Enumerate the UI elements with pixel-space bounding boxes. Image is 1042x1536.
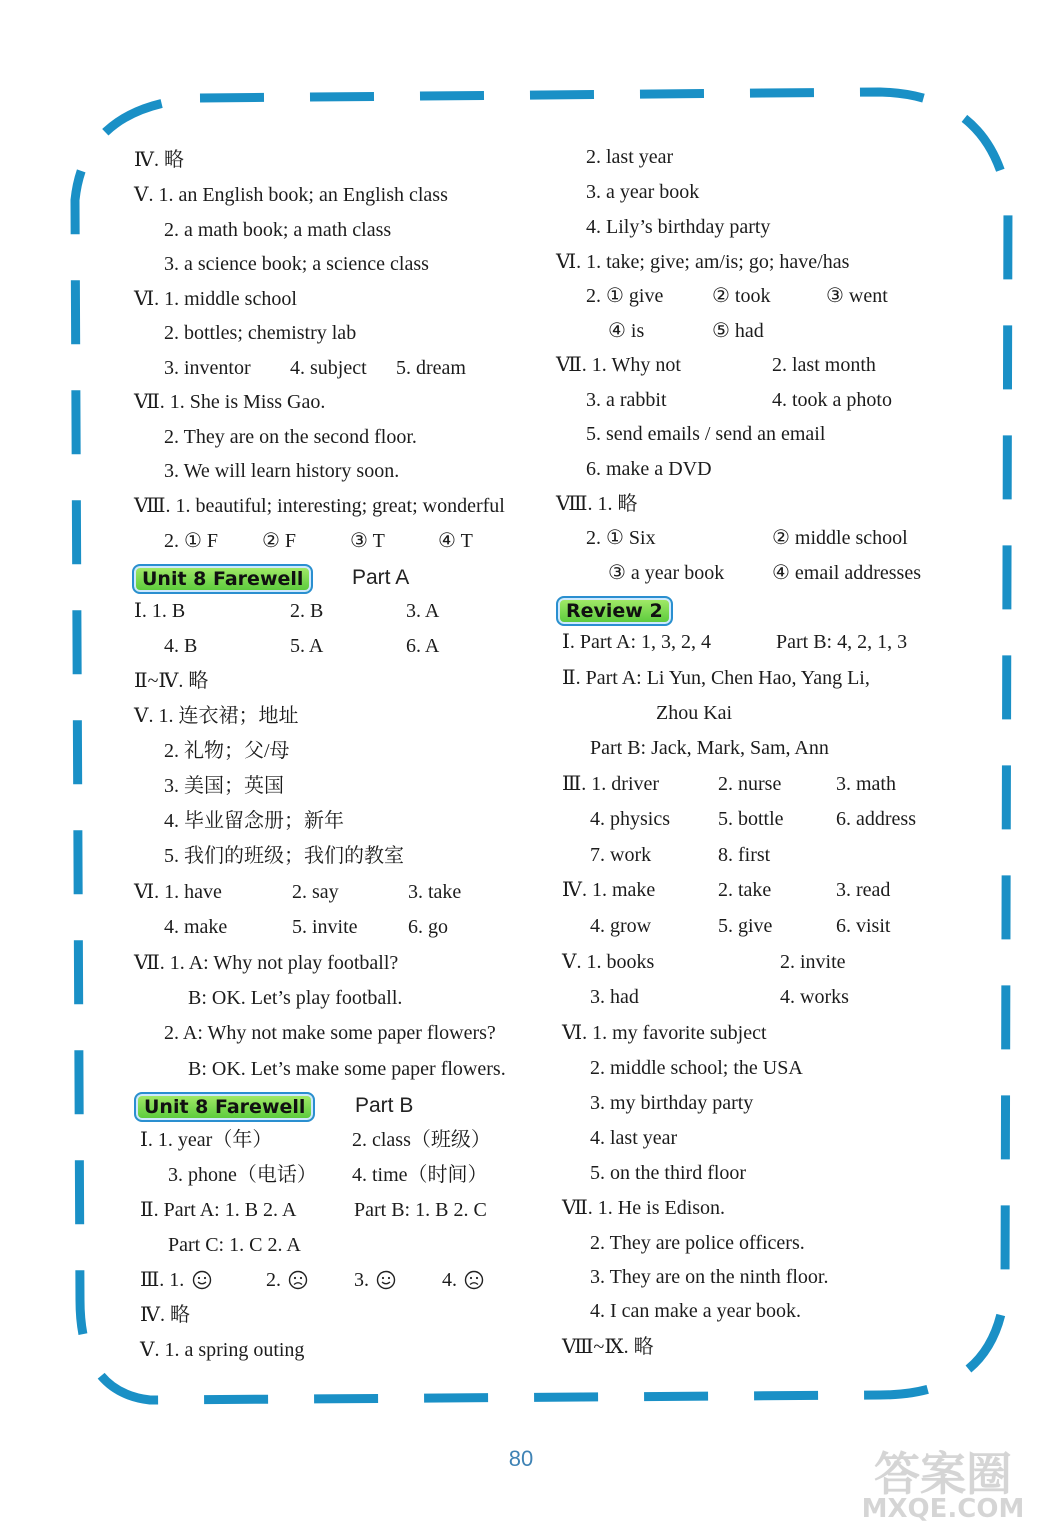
- answer-item: 4. time（时间）: [352, 1164, 488, 1186]
- answer-line: [140, 1268, 520, 1292]
- answer-item: 4.: [442, 1269, 457, 1291]
- answer-line: 2. They are police officers.: [590, 1232, 805, 1254]
- answer-line: 4. Lily’s birthday party: [586, 216, 771, 238]
- answer-line: [164, 634, 534, 658]
- frown-face-icon: [288, 1270, 308, 1290]
- answer-line: Ⅳ. 略: [134, 149, 184, 171]
- answer-line: 3. 美国；英国: [164, 775, 284, 797]
- answer-line: 2. a math book; a math class: [164, 219, 392, 241]
- answer-item: Part B: 1. B 2. C: [354, 1199, 487, 1221]
- answer-line: [590, 914, 990, 938]
- answer-line: 4. 毕业留念册；新年: [164, 810, 344, 832]
- answer-item: 4. works: [780, 986, 849, 1008]
- answer-item: 2. ① Six: [586, 527, 656, 549]
- answer-line: [590, 843, 890, 867]
- answer-line: B: OK. Let’s play football.: [188, 987, 403, 1009]
- answer-item: Ⅳ. 1. make: [562, 879, 656, 901]
- answer-item: 2. say: [292, 881, 339, 903]
- answer-item: ④ T: [438, 530, 473, 552]
- answer-item: Ⅲ. 1. driver: [562, 773, 660, 795]
- answer-line: Ⅴ. 1. 连衣裙；地址: [134, 705, 299, 727]
- answer-item: Ⅰ. 1. B: [134, 600, 186, 622]
- answer-item: 2.: [266, 1269, 281, 1291]
- answer-item: ⑤ had: [712, 320, 764, 342]
- answer-item: 5. bottle: [718, 808, 784, 830]
- answer-item: 3. phone（电话）: [168, 1164, 317, 1186]
- answer-item: ② F: [262, 530, 297, 552]
- answer-item: ② middle school: [772, 527, 908, 549]
- answer-line: 2. last year: [586, 146, 674, 168]
- answer-line: [590, 807, 990, 831]
- answer-line: [608, 561, 1008, 585]
- answer-item: 6. go: [408, 916, 448, 938]
- answer-line: 2. middle school; the USA: [590, 1057, 803, 1079]
- answer-item: 2. nurse: [718, 773, 782, 795]
- answer-line: Ⅴ. 1. a spring outing: [140, 1339, 305, 1361]
- answer-item: 6. A: [406, 635, 440, 657]
- answer-item: 6. address: [836, 808, 916, 830]
- answer-item: 3. A: [406, 600, 440, 622]
- answer-item: 3. inventor: [164, 357, 251, 379]
- answer-line: Part C: 1. C 2. A: [168, 1234, 301, 1256]
- answer-item: Ⅶ. 1. Why not: [556, 354, 681, 376]
- section-part-label: Part A: [352, 566, 410, 589]
- answer-item: Ⅱ. Part A: 1. B 2. A: [140, 1199, 297, 1221]
- answer-line: Ⅶ. 1. A: Why not play football?: [134, 952, 399, 974]
- answer-item: 2. ① F: [164, 530, 219, 552]
- watermark-bottom-text: MXQE.COM: [861, 1494, 1025, 1524]
- answer-item: ④ email addresses: [772, 562, 921, 584]
- answer-line: [140, 1128, 530, 1152]
- answer-item: ③ T: [350, 530, 385, 552]
- answer-item: Ⅰ. Part A: 1, 3, 2, 4: [562, 631, 712, 653]
- answer-item: 2. take: [718, 879, 772, 901]
- answer-item: 2. last month: [772, 354, 876, 376]
- answer-line: Ⅷ. 1. 略: [556, 493, 638, 515]
- answer-item: 4. physics: [590, 808, 670, 830]
- answer-item: 4. grow: [590, 915, 652, 937]
- answer-item: 7. work: [590, 844, 652, 866]
- answer-item: 4. make: [164, 916, 228, 938]
- answer-line: 3. a year book: [586, 181, 700, 203]
- answer-line: [134, 880, 534, 904]
- answer-item: 2. invite: [780, 951, 846, 973]
- answer-line: 2. 礼物；父/母: [164, 740, 290, 762]
- answer-line: [586, 526, 1006, 550]
- answer-line: 3. my birthday party: [590, 1092, 754, 1114]
- answer-line: [168, 1163, 538, 1187]
- answer-line: [586, 388, 986, 412]
- answer-line: Ⅵ. 1. my favorite subject: [562, 1022, 767, 1044]
- answer-item: Ⅴ. 1. books: [562, 951, 655, 973]
- answer-line: [140, 1198, 530, 1222]
- answer-line: 6. make a DVD: [586, 458, 712, 480]
- answer-item: Part B: 4, 2, 1, 3: [776, 631, 908, 653]
- section-badge: Unit 8 Farewell: [134, 1092, 315, 1122]
- answer-item: 5. A: [290, 635, 324, 657]
- answer-item: 8. first: [718, 844, 771, 866]
- answer-line: 5. on the third floor: [590, 1162, 747, 1184]
- answer-line: Ⅵ. 1. middle school: [134, 288, 297, 310]
- answer-line: B: OK. Let’s make some paper flowers.: [188, 1058, 506, 1080]
- answer-item: 4. subject: [290, 357, 367, 379]
- answer-line: [164, 529, 544, 553]
- answer-line: Ⅷ~Ⅸ. 略: [562, 1336, 654, 1358]
- answer-item: 3. math: [836, 773, 896, 795]
- answer-item: 3. take: [408, 881, 462, 903]
- answer-line: [586, 284, 966, 308]
- frown-face-icon: [464, 1270, 484, 1290]
- answer-line: 3. They are on the ninth floor.: [590, 1266, 829, 1288]
- answer-line: 4. I can make a year book.: [590, 1300, 802, 1322]
- answer-line: [590, 985, 990, 1009]
- answer-line: [562, 630, 982, 654]
- answer-line: 4. last year: [590, 1127, 678, 1149]
- answer-line: Ⅶ. 1. He is Edison.: [562, 1197, 726, 1219]
- answer-item: 3.: [354, 1269, 369, 1291]
- answer-item: 2. ① give: [586, 285, 664, 307]
- answer-line: Ⅷ. 1. beautiful; interesting; great; wonderful: [134, 495, 505, 517]
- answer-line: Zhou Kai: [656, 702, 733, 724]
- answer-item: 6. visit: [836, 915, 891, 937]
- answer-line: [556, 353, 976, 377]
- answer-line: Ⅵ. 1. take; give; am/is; go; have/has: [556, 251, 850, 273]
- answer-item: 4. B: [164, 635, 198, 657]
- answer-item: Ⅰ. 1. year（年）: [140, 1129, 273, 1151]
- answer-line: 2. They are on the second floor.: [164, 426, 417, 448]
- answer-item: 3. had: [590, 986, 639, 1008]
- answer-item: ④ is: [608, 320, 645, 342]
- answer-line: Ⅳ. 略: [140, 1304, 190, 1326]
- watermark-top-text: 答案圈: [874, 1447, 1012, 1501]
- answer-line: [608, 319, 908, 343]
- section-part-label: Part B: [355, 1094, 414, 1117]
- answer-item: 5. dream: [396, 357, 466, 379]
- answer-line: Part B: Jack, Mark, Sam, Ann: [590, 737, 829, 759]
- section-badge: Review 2: [556, 596, 673, 626]
- smile-face-icon: [192, 1270, 212, 1290]
- answer-item: Ⅲ. 1.: [140, 1269, 185, 1291]
- answer-line: [562, 878, 982, 902]
- answer-item: ③ went: [826, 285, 888, 307]
- answer-line: 5. send emails / send an email: [586, 423, 826, 445]
- page-number: 80: [508, 1446, 534, 1471]
- answer-line: [562, 772, 982, 796]
- answer-line: [134, 599, 534, 623]
- answer-item: 3. a rabbit: [586, 389, 667, 411]
- answer-line: 3. a science book; a science class: [164, 253, 429, 275]
- answer-item: ③ a year book: [608, 562, 725, 584]
- answer-item: 5. invite: [292, 916, 358, 938]
- answer-item: 5. give: [718, 915, 773, 937]
- answer-line: Ⅴ. 1. an English book; an English class: [134, 184, 448, 206]
- answer-line: [164, 915, 534, 939]
- answer-item: 3. read: [836, 879, 891, 901]
- section-badge: Unit 8 Farewell: [132, 564, 313, 594]
- answer-line: Ⅱ. Part A: Li Yun, Chen Hao, Yang Li,: [562, 667, 870, 689]
- answer-line: 5. 我们的班级；我们的教室: [164, 845, 404, 867]
- answer-line: 2. bottles; chemistry lab: [164, 322, 357, 344]
- answer-line: [562, 950, 982, 974]
- answer-item: ② took: [712, 285, 771, 307]
- answer-item: 2. class（班级）: [352, 1129, 491, 1151]
- answer-item: Ⅵ. 1. have: [134, 881, 222, 903]
- answer-line: 3. We will learn history soon.: [164, 460, 400, 482]
- answer-item: 2. B: [290, 600, 324, 622]
- answer-line: 2. A: Why not make some paper flowers?: [164, 1022, 496, 1044]
- smile-face-icon: [376, 1270, 396, 1290]
- answer-line: Ⅱ~Ⅳ. 略: [134, 670, 209, 692]
- answer-line: Ⅶ. 1. She is Miss Gao.: [134, 391, 326, 413]
- watermark-logo: [848, 1438, 1038, 1528]
- answer-item: 4. took a photo: [772, 389, 892, 411]
- answer-line: [164, 356, 544, 380]
